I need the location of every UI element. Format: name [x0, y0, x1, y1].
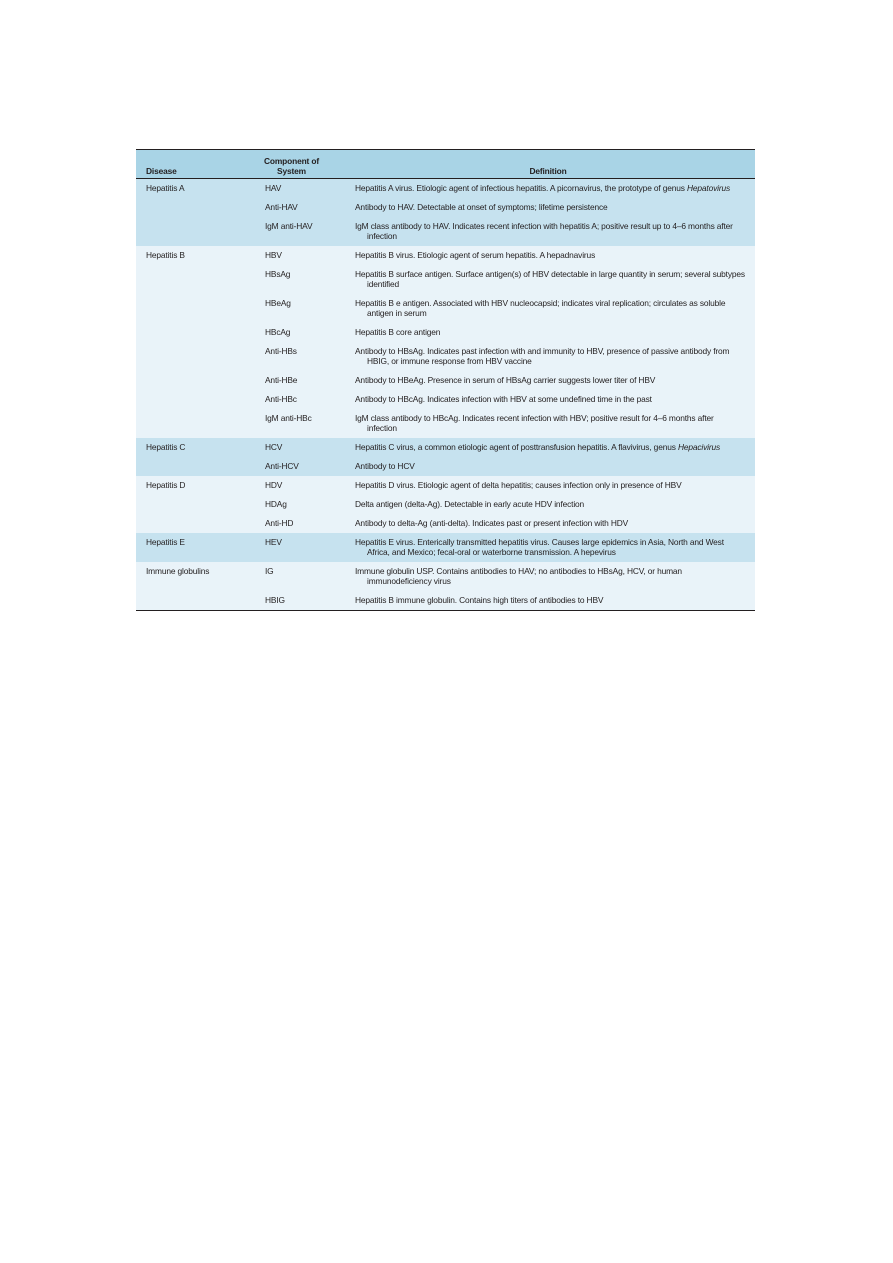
definition-main: Antibody to HBcAg. Indicates infection with HBV at some undefined time in the past [355, 394, 652, 404]
disease-cell [136, 409, 248, 438]
hepatitis-nomenclature-table-container [136, 149, 755, 611]
disease-group [136, 533, 755, 562]
definition-cell [335, 457, 755, 476]
definition-italic-term: Hepatovirus [686, 183, 731, 193]
disease-cell [136, 591, 248, 611]
definition-cell [335, 514, 755, 533]
definition-main: Hepatitis B immune globulin. Contains high titers of antibodies to HBV [355, 595, 604, 605]
disease-cell [136, 323, 248, 342]
disease-cell [136, 265, 248, 294]
disease-cell [136, 514, 248, 533]
definition-main: Hepatitis B virus. Etiologic agent of serum hepatitis. A hepadnavirus [355, 250, 596, 260]
definition-text [355, 346, 745, 366]
component-cell: Anti-HAV [248, 198, 335, 217]
disease-cell [136, 217, 248, 246]
definition-main: Hepatitis B surface antigen. Surface antigen(s) of HBV detectable in large quantity in serum; several subtypes identified [355, 269, 745, 289]
header-component-line1: Component of [264, 156, 319, 166]
definition-cell [335, 198, 755, 217]
definition-cell [335, 438, 755, 457]
definition-main: Antibody to delta-Ag (anti-delta). Indicates past or present infection with HDV [355, 518, 629, 528]
table-row [136, 514, 755, 533]
hepatitis-nomenclature-table [136, 149, 755, 611]
header-row [136, 150, 755, 179]
definition-text [355, 327, 745, 337]
definition-cell [335, 533, 755, 562]
table-row [136, 371, 755, 390]
definition-cell [335, 265, 755, 294]
header-component-line2: System [277, 166, 306, 176]
definition-text [355, 480, 745, 490]
disease-cell [136, 457, 248, 476]
definition-cell [335, 371, 755, 390]
component-cell: HEV [248, 533, 335, 562]
disease-cell [136, 371, 248, 390]
definition-cell [335, 217, 755, 246]
definition-text [355, 566, 745, 586]
definition-main: Hepatitis E virus. Enterically transmitted hepatitis virus. Causes large epidemics in Asia, North and West Africa, and Mexico; fecal-oral or waterborne transmission. A hepevirus [355, 537, 724, 557]
definition-cell [335, 591, 755, 611]
definition-cell [335, 495, 755, 514]
table-row [136, 246, 755, 265]
disease-group [136, 476, 755, 533]
definition-text [355, 394, 745, 404]
definition-main: Hepatitis A virus. Etiologic agent of infectious hepatitis. A picornavirus, the prototype of genus [355, 183, 687, 193]
component-cell: HCV [248, 438, 335, 457]
definition-text [355, 518, 745, 528]
table-row [136, 342, 755, 371]
definition-text [355, 595, 745, 605]
disease-cell [136, 342, 248, 371]
component-cell: HBsAg [248, 265, 335, 294]
disease-cell: Hepatitis C [136, 438, 248, 457]
disease-cell [136, 294, 248, 323]
definition-text [355, 183, 745, 193]
component-cell: IG [248, 562, 335, 591]
table-row [136, 265, 755, 294]
definition-main: Hepatitis B e antigen. Associated with HBV nucleocapsid; indicates viral replication; circulates as soluble antigen in serum [355, 298, 726, 318]
component-cell: HBV [248, 246, 335, 265]
table-row [136, 438, 755, 457]
definition-main: Immune globulin USP. Contains antibodies to HAV; no antibodies to HBsAg, HCV, or human immunodeficiency virus [355, 566, 682, 586]
table-row [136, 591, 755, 611]
definition-main: Hepatitis B core antigen [355, 327, 441, 337]
definition-text [355, 375, 745, 385]
definition-cell [335, 342, 755, 371]
table-row [136, 294, 755, 323]
header-component [248, 150, 335, 179]
header-disease: Disease [136, 150, 248, 179]
definition-main: IgM class antibody to HBcAg. Indicates recent infection with HBV; positive result for 4–6 months after infection [355, 413, 714, 433]
definition-main: Hepatitis C virus, a common etiologic agent of posttransfusion hepatitis. A flavivirus, genus [355, 442, 678, 452]
definition-cell [335, 246, 755, 265]
table-row [136, 476, 755, 495]
component-cell: HBIG [248, 591, 335, 611]
disease-cell: Immune globulins [136, 562, 248, 591]
disease-group [136, 179, 755, 247]
definition-text [355, 461, 745, 471]
component-cell: HAV [248, 179, 335, 199]
table-row [136, 390, 755, 409]
definition-main: Antibody to HBeAg. Presence in serum of HBsAg carrier suggests lower titer of HBV [355, 375, 656, 385]
disease-group [136, 438, 755, 476]
component-cell: Anti-HCV [248, 457, 335, 476]
definition-text [355, 298, 745, 318]
definition-main: Antibody to HAV. Detectable at onset of symptoms; lifetime persistence [355, 202, 608, 212]
disease-cell: Hepatitis A [136, 179, 248, 199]
disease-cell [136, 495, 248, 514]
definition-cell [335, 562, 755, 591]
component-cell: IgM anti-HAV [248, 217, 335, 246]
component-cell: Anti-HBs [248, 342, 335, 371]
disease-cell [136, 198, 248, 217]
component-cell: Anti-HBc [248, 390, 335, 409]
table-row [136, 323, 755, 342]
disease-cell: Hepatitis D [136, 476, 248, 495]
table-row [136, 409, 755, 438]
table-header [136, 150, 755, 179]
definition-italic-term: Hepacivirus [677, 442, 721, 452]
header-definition: Definition [335, 150, 755, 179]
component-cell: HBcAg [248, 323, 335, 342]
table-row [136, 533, 755, 562]
disease-group [136, 562, 755, 611]
table-row [136, 179, 755, 199]
component-cell: HDV [248, 476, 335, 495]
table-row [136, 562, 755, 591]
definition-cell [335, 409, 755, 438]
disease-cell: Hepatitis E [136, 533, 248, 562]
definition-text [355, 202, 745, 212]
definition-cell [335, 294, 755, 323]
definition-text [355, 499, 745, 509]
component-cell: Anti-HBe [248, 371, 335, 390]
definition-text [355, 221, 745, 241]
definition-text [355, 413, 745, 433]
table-row [136, 217, 755, 246]
disease-cell: Hepatitis B [136, 246, 248, 265]
disease-cell [136, 390, 248, 409]
definition-cell [335, 390, 755, 409]
component-cell: Anti-HD [248, 514, 335, 533]
definition-text [355, 442, 745, 452]
component-cell: HDAg [248, 495, 335, 514]
definition-text [355, 250, 745, 260]
definition-cell [335, 323, 755, 342]
definition-main: Antibody to HCV [355, 461, 415, 471]
definition-text [355, 537, 745, 557]
table-row [136, 495, 755, 514]
definition-text [355, 269, 745, 289]
definition-cell [335, 476, 755, 495]
component-cell: IgM anti-HBc [248, 409, 335, 438]
definition-main: IgM class antibody to HAV. Indicates recent infection with hepatitis A; positive result up to 4–6 months after infection [355, 221, 733, 241]
table-row [136, 198, 755, 217]
component-cell: HBeAg [248, 294, 335, 323]
definition-cell [335, 179, 755, 199]
definition-main: Antibody to HBsAg. Indicates past infection with and immunity to HBV, presence of passive antibody from HBIG, or immune response from HBV vaccine [355, 346, 730, 366]
definition-main: Hepatitis D virus. Etiologic agent of delta hepatitis; causes infection only in presence of HBV [355, 480, 682, 490]
table-row [136, 457, 755, 476]
disease-group [136, 246, 755, 438]
definition-main: Delta antigen (delta-Ag). Detectable in early acute HDV infection [355, 499, 585, 509]
